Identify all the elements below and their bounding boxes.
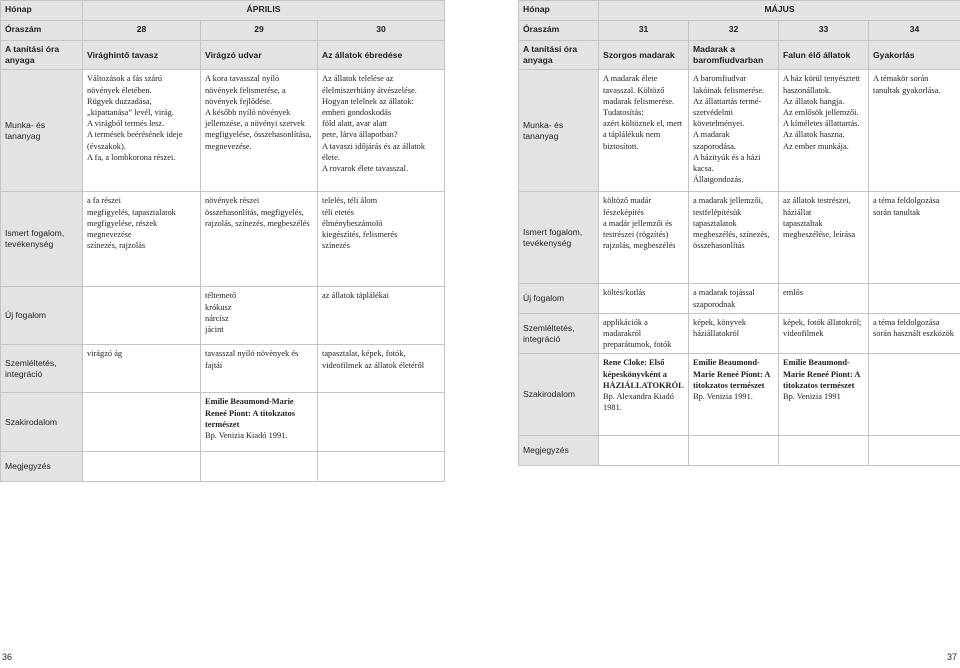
topic-title: Madarak a baromfiudvarban (689, 41, 779, 70)
new-label: Új fogalom (1, 287, 83, 345)
cell-line: azért költöznek el, mert a táplálékuk nem biztosított. (603, 119, 683, 151)
hour-number: 34 (869, 21, 960, 41)
month-label: Hónap (519, 1, 599, 21)
cell-line: tavasszal nyíló növények és fajtái (205, 349, 299, 370)
cell-line: megfigyelés, tapasztalatok megfigyelése, részek megnevezése (87, 207, 176, 240)
cell-line: emlős (783, 288, 804, 298)
cell-line: jácint (205, 325, 224, 335)
new-label: Új fogalom (519, 284, 599, 313)
new-cell (201, 287, 318, 345)
known-cell (83, 192, 201, 287)
cell-line: föld alatt, avar alatt (322, 119, 388, 129)
month-name: MÁJUS (599, 1, 960, 21)
notes-cell (201, 452, 318, 482)
book-publisher: Bp. Venizia 1991 (783, 392, 841, 402)
notes-cell (318, 452, 445, 482)
cell-line: Tudatosítás: (603, 108, 644, 118)
notes-cell (599, 436, 689, 466)
cell-line: A kíméletes állattartás. (783, 119, 860, 129)
work-cell (599, 70, 689, 192)
cell-line: képek, könyvek háziállatokról (693, 317, 747, 339)
cell-line: emberi gondoskodás (322, 108, 392, 118)
cell-line: A később nyíló növények jellemzése, a növényi szervek megfigyelése, összehasonlítása, megnevezése. (205, 108, 312, 151)
cell-line: a téma feldolgozása során használt eszközök (873, 317, 954, 339)
work-label: Munka- és tananyag (1, 70, 83, 192)
cell-line: kiegészítés, felismerés (322, 230, 398, 240)
cell-line: színezés, rajzolás (87, 241, 146, 251)
cell-line: költés/kotlás (603, 288, 646, 298)
cell-line: az állatok táplálékai (322, 291, 389, 301)
hour-number: 29 (201, 21, 318, 41)
new-cell (599, 284, 689, 313)
notes-label: Megjegyzés (1, 452, 83, 482)
cell-line: A rovarok élete tavasszal. (322, 164, 409, 174)
known-label: Ismert fogalom, tevékenység (1, 192, 83, 287)
page-number: 37 (946, 652, 957, 662)
hour-label: Óraszám (519, 21, 599, 41)
cell-line: krókusz (205, 302, 232, 312)
cell-line: képek, fotók állatokról; videofilmek (783, 317, 862, 339)
lit-cell (869, 354, 960, 436)
cell-line: applikációk a madarakról (603, 317, 648, 339)
cell-line: növények részei (205, 196, 260, 206)
cell-line: a madár jellemzői és testrészei (rögzítés) (603, 218, 673, 240)
cell-line: téli etetés (322, 207, 354, 217)
cell-line: Rügyek duzzadása, „kipattanása” levél, virág. (87, 96, 174, 118)
lit-cell (318, 393, 445, 452)
work-cell (201, 70, 318, 192)
cell-line: tapasztalat, képek, fotók, videofilmek az állatok életéről (322, 349, 425, 370)
work-label: Munka- és tananyag (519, 70, 599, 192)
work-cell (869, 70, 960, 192)
curriculum-table-april (0, 0, 445, 482)
lit-cell (201, 393, 318, 452)
cell-line: Az ember munkája. (783, 141, 849, 151)
cell-line: Az állatok telelése az élelmiszerhiány átvészelése. (322, 74, 417, 95)
hour-number: 33 (779, 21, 869, 41)
cell-line: Állatgondozás. (693, 175, 744, 185)
new-cell (779, 284, 869, 313)
known-cell (318, 192, 445, 287)
lit-label: Szakirodalom (1, 393, 83, 452)
cell-line: a madarak jellemzői, testfelépítésük (693, 196, 763, 217)
hour-number: 30 (318, 21, 445, 41)
lit-cell (779, 354, 869, 436)
work-cell (318, 70, 445, 192)
book-publisher: Bp. Venizia Kiadó 1991. (205, 431, 288, 441)
notes-cell (869, 436, 960, 466)
cell-line: A házityúk és a házi kacsa. (693, 152, 761, 174)
topic-title: Szorgos madarak (599, 41, 689, 70)
curriculum-table-may (518, 0, 960, 466)
cell-line: összehasonlítás, megfigyelés, rajzolás, színezés, megbeszélés (205, 207, 310, 228)
illus-cell (599, 313, 689, 354)
lit-cell (599, 354, 689, 436)
material-label: A tanítási óra anyaga (1, 41, 83, 70)
illus-cell (779, 313, 869, 354)
cell-line: A ház körül tenyésztett haszonállatok. (783, 74, 860, 95)
topic-title: Falun élő állatok (779, 41, 869, 70)
known-cell (689, 192, 779, 284)
new-cell (318, 287, 445, 345)
known-cell (779, 192, 869, 284)
hour-number: 31 (599, 21, 689, 41)
illus-label: Szemléltetés, integráció (1, 345, 83, 393)
cell-line: fészeképítés (603, 207, 644, 217)
cell-line: Az állatok haszna. (783, 130, 845, 140)
illus-cell (869, 313, 960, 354)
book-publisher: Bp. Venizia 1991. (693, 392, 753, 402)
right-page (518, 0, 960, 466)
notes-cell (83, 452, 201, 482)
cell-line: téltemető (205, 291, 237, 301)
new-cell (869, 284, 960, 313)
cell-line: Az állatok hangja. (783, 96, 845, 106)
illus-label: Szemléltetés, integráció (519, 313, 599, 354)
page-number: 36 (2, 652, 13, 662)
cell-line: A madarak élete tavasszal. Költöző madarak felismerése. (603, 74, 675, 106)
book-title: Emilie Beaumond-Marie Reneé Piont: A titokzatos természet (205, 397, 296, 429)
lit-cell (83, 393, 201, 452)
notes-cell (689, 436, 779, 466)
cell-line: A kora tavasszal nyíló növények felismerése, a növények fejlődése. (205, 74, 286, 106)
cell-line: telelés, téli álom (322, 196, 378, 206)
cell-line: a madarak tojással szaporodnak (693, 288, 755, 309)
cell-line: Az állattartás természetvédelmi követelményei. (693, 96, 762, 129)
cell-line: az állatok testrészei, háziállat (783, 196, 851, 217)
known-cell (869, 192, 960, 284)
topic-title: Virágzó udvar (201, 41, 318, 70)
month-label: Hónap (1, 1, 83, 21)
cell-line: A madarak szaporodása. (693, 130, 737, 151)
cell-line: élménybeszámoló (322, 218, 383, 228)
work-cell (83, 70, 201, 192)
cell-line: A tavaszi időjárás és az állatok élete. (322, 141, 426, 162)
cell-line: Az emlősök jellemzői. (783, 108, 859, 118)
cell-line: pete, lárva állapotban? (322, 130, 398, 140)
cell-line: színezés (322, 241, 350, 251)
cell-line: A termések beérésének ideje (évszakok). (87, 130, 183, 151)
topic-title: Virághintő tavasz (83, 41, 201, 70)
topic-title: Gyakorlás (869, 41, 960, 70)
cell-line: nárcisz (205, 313, 229, 323)
book-title: Emilie Beaumond-Marie Reneé Piont: A titokzatos természet (783, 358, 860, 390)
topic-title: Az állatok ébredése (318, 41, 445, 70)
cell-line: tapasztaltak megbeszélése, leírása (783, 218, 856, 240)
illus-cell (689, 313, 779, 354)
known-label: Ismert fogalom, tevékenység (519, 192, 599, 284)
material-label: A tanítási óra anyaga (519, 41, 599, 70)
work-cell (689, 70, 779, 192)
cell-line: Változások a fás szárú növények életében. (87, 74, 163, 95)
notes-cell (779, 436, 869, 466)
cell-line: A fa, a lombkorona részei. (87, 152, 176, 162)
cell-line: A baromfiudvar lakóinak felismerése. (693, 74, 765, 95)
work-cell (779, 70, 869, 192)
new-cell (83, 287, 201, 345)
illus-cell (83, 345, 201, 393)
hour-label: Óraszám (1, 21, 83, 41)
cell-line: virágzó ág (87, 349, 123, 359)
left-page (0, 0, 444, 482)
cell-line: A témakör során tanultak gyakorlása. (873, 74, 941, 95)
illus-cell (201, 345, 318, 393)
month-name: ÁPRILIS (83, 1, 445, 21)
known-cell (201, 192, 318, 287)
book-title: Emilie Beaumond-Marie Reneé Piont: A titokzatos természet (693, 358, 770, 390)
book-title: Rene Cloke: Első képeskönyvként a HÁZIÁLLATOKRÓL (603, 358, 684, 390)
cell-line: a fa részei (87, 196, 121, 206)
lit-label: Szakirodalom (519, 354, 599, 436)
cell-line: rajzolás, megbeszélés (603, 241, 676, 251)
hour-number: 32 (689, 21, 779, 41)
cell-line: A virágból termés lesz. (87, 119, 165, 129)
notes-label: Megjegyzés (519, 436, 599, 466)
cell-line: a téma feldolgozása során tanultak (873, 196, 940, 217)
cell-line: tapasztalatok megbeszélés, színezés, összehasonlítás (693, 218, 770, 251)
book-publisher: Bp. Alexandra Kiadó 1981. (603, 392, 674, 413)
cell-line: költöző madár (603, 196, 652, 206)
lit-cell (689, 354, 779, 436)
illus-cell (318, 345, 445, 393)
hour-number: 28 (83, 21, 201, 41)
new-cell (689, 284, 779, 313)
known-cell (599, 192, 689, 284)
cell-line: preparátumok, fotók (603, 340, 672, 350)
cell-line: Hogyan telelnek az állatok: (322, 96, 414, 106)
